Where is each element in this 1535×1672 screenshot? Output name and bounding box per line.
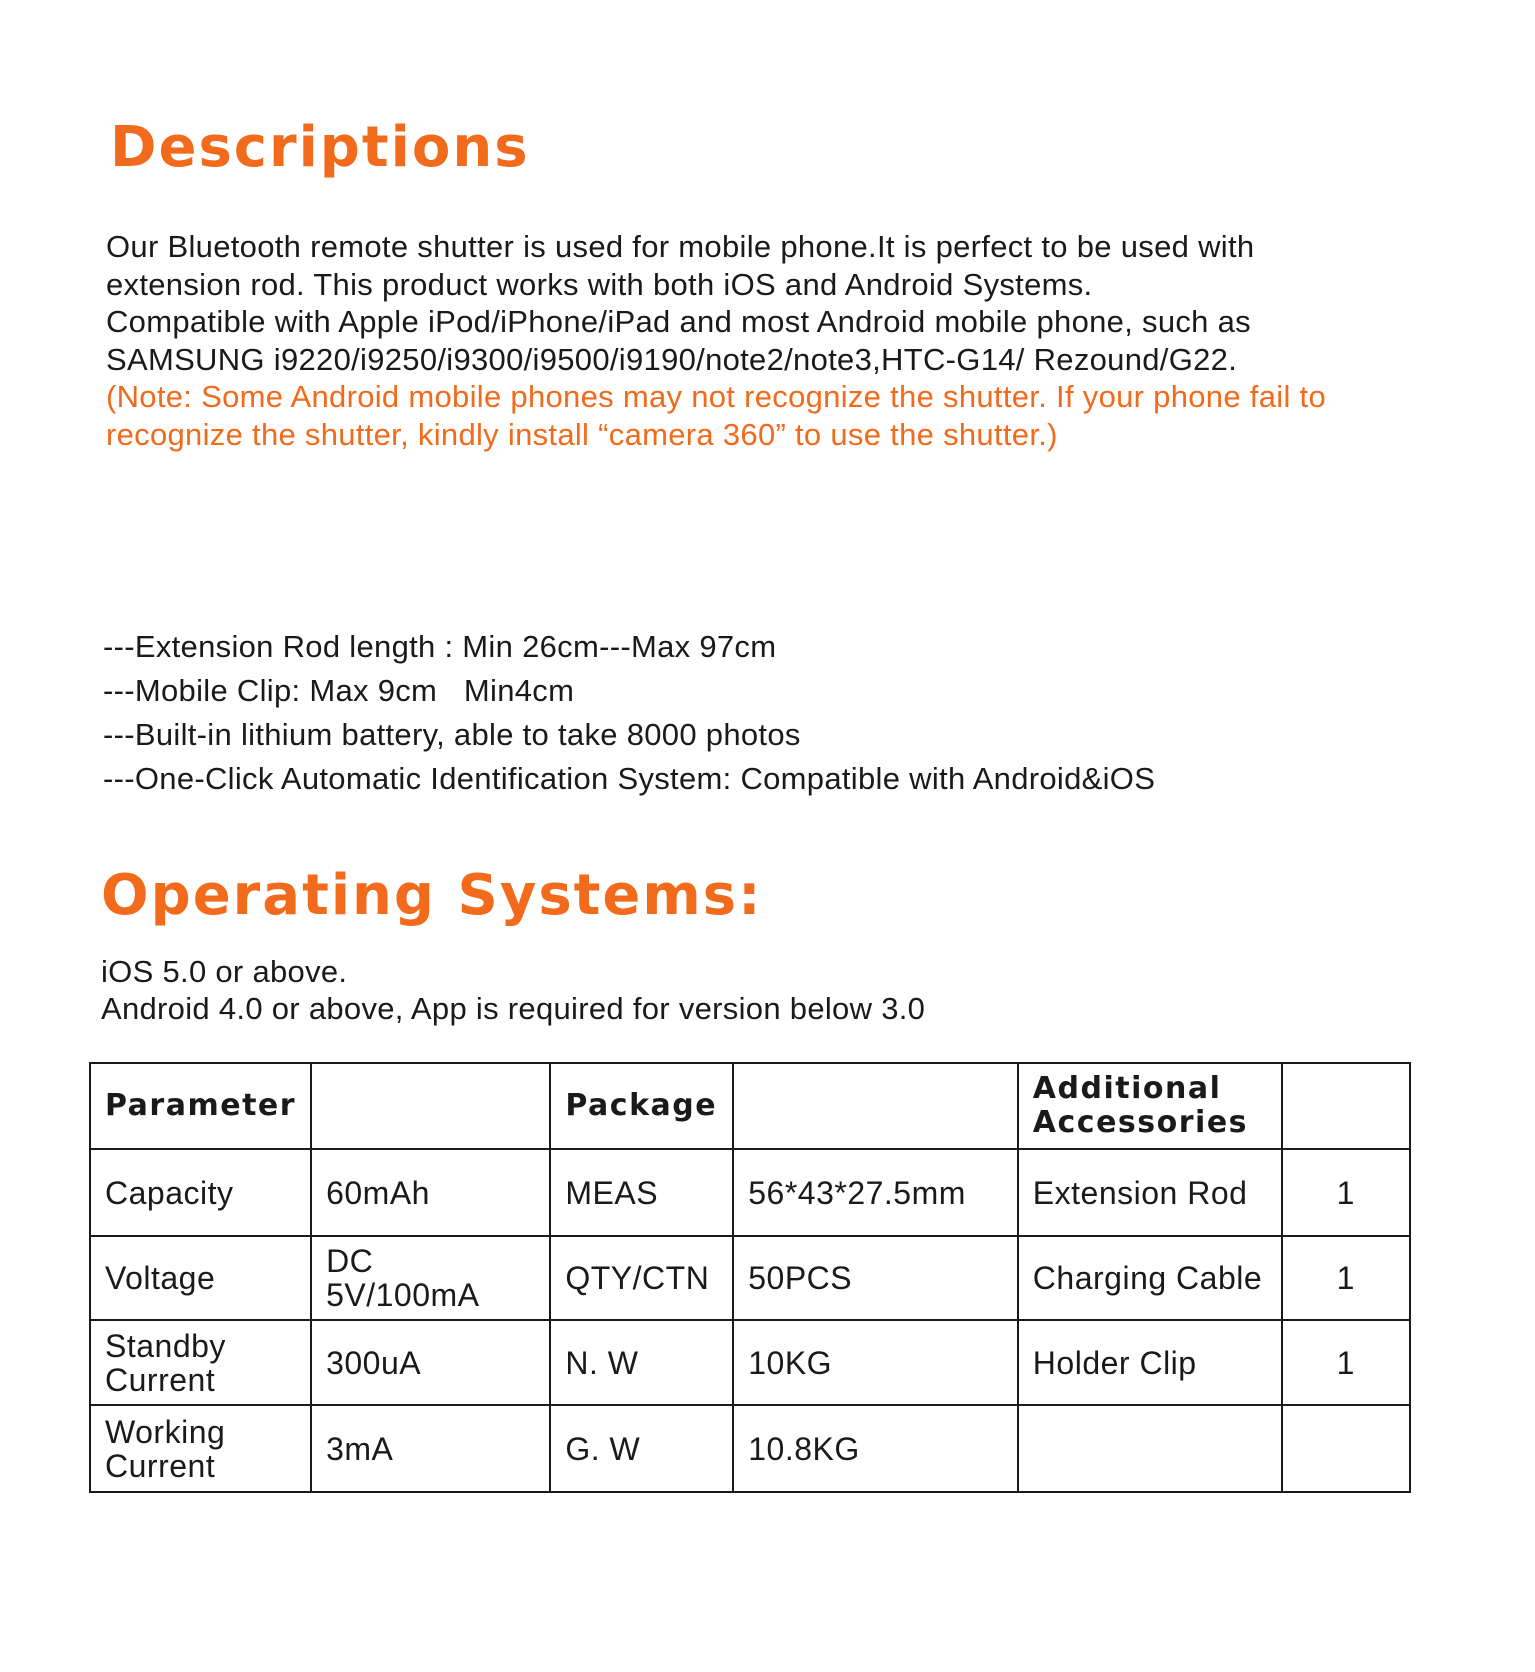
header-cell xyxy=(311,1063,550,1149)
table-cell: 300uA xyxy=(311,1320,550,1405)
ios-requirement: iOS 5.0 or above. xyxy=(101,954,348,989)
table-row xyxy=(90,1149,1410,1236)
compatibility-note: (Note: Some Android mobile phones may not recognize the shutter. If your phone fail to recognize the shutter, kindly install “camera 360” to use the shutter.) xyxy=(106,379,1326,452)
spec-table xyxy=(89,1062,1411,1493)
table-cell: 50PCS xyxy=(733,1236,1018,1320)
feature-item: ---One-Click Automatic Identification System: Compatible with Android&iOS xyxy=(103,761,1156,796)
table-cell: Standby Current xyxy=(90,1320,311,1405)
table-cell: Voltage xyxy=(90,1236,311,1320)
table-cell: Capacity xyxy=(90,1149,311,1236)
table-cell xyxy=(1282,1405,1410,1492)
operating-systems-body xyxy=(101,953,925,1027)
table-header-row xyxy=(90,1063,1410,1149)
table-cell: 1 xyxy=(1282,1149,1410,1236)
table-cell: 1 xyxy=(1282,1236,1410,1320)
table-row xyxy=(90,1320,1410,1405)
table-cell xyxy=(1018,1405,1282,1492)
operating-systems-heading: Operating Systems: xyxy=(101,863,763,928)
table-row xyxy=(90,1405,1410,1492)
table-cell: N. W xyxy=(550,1320,733,1405)
table-cell: DC 5V/100mA xyxy=(311,1236,550,1320)
table-cell: Extension Rod xyxy=(1018,1149,1282,1236)
table-cell: 56*43*27.5mm xyxy=(733,1149,1018,1236)
feature-item: ---Extension Rod length : Min 26cm---Max 97cm xyxy=(103,629,777,664)
table-cell: Holder Clip xyxy=(1018,1320,1282,1405)
header-cell: Parameter xyxy=(90,1063,311,1149)
table-cell: 1 xyxy=(1282,1320,1410,1405)
table-cell: G. W xyxy=(550,1405,733,1492)
table-cell: Working Current xyxy=(90,1405,311,1492)
descriptions-body xyxy=(106,228,1366,453)
feature-item: ---Built-in lithium battery, able to take 8000 photos xyxy=(103,717,801,752)
header-cell: Additional Accessories xyxy=(1018,1063,1282,1149)
feature-item: ---Mobile Clip: Max 9cm Min4cm xyxy=(103,673,575,708)
table-cell: 10KG xyxy=(733,1320,1018,1405)
table-cell: 3mA xyxy=(311,1405,550,1492)
header-cell xyxy=(1282,1063,1410,1149)
table-cell: Charging Cable xyxy=(1018,1236,1282,1320)
android-requirement: Android 4.0 or above, App is required for version below 3.0 xyxy=(101,991,926,1026)
table-cell: 60mAh xyxy=(311,1149,550,1236)
feature-list xyxy=(103,625,1403,801)
compatibility-paragraph: Compatible with Apple iPod/iPhone/iPad and most Android mobile phone, such as SAMSUNG i9220/i9250/i9300/i9500/i9190/note2/note3,HTC-G14/ Rezound/G22. xyxy=(106,304,1251,377)
table-cell: QTY/CTN xyxy=(550,1236,733,1320)
description-paragraph: Our Bluetooth remote shutter is used for mobile phone.It is perfect to be used with extension rod. This product works with both iOS and Android Systems. xyxy=(106,229,1255,302)
table-row xyxy=(90,1236,1410,1320)
header-cell xyxy=(733,1063,1018,1149)
table-cell: 10.8KG xyxy=(733,1405,1018,1492)
descriptions-heading: Descriptions xyxy=(110,115,530,180)
header-cell: Package xyxy=(550,1063,733,1149)
table-cell: MEAS xyxy=(550,1149,733,1236)
